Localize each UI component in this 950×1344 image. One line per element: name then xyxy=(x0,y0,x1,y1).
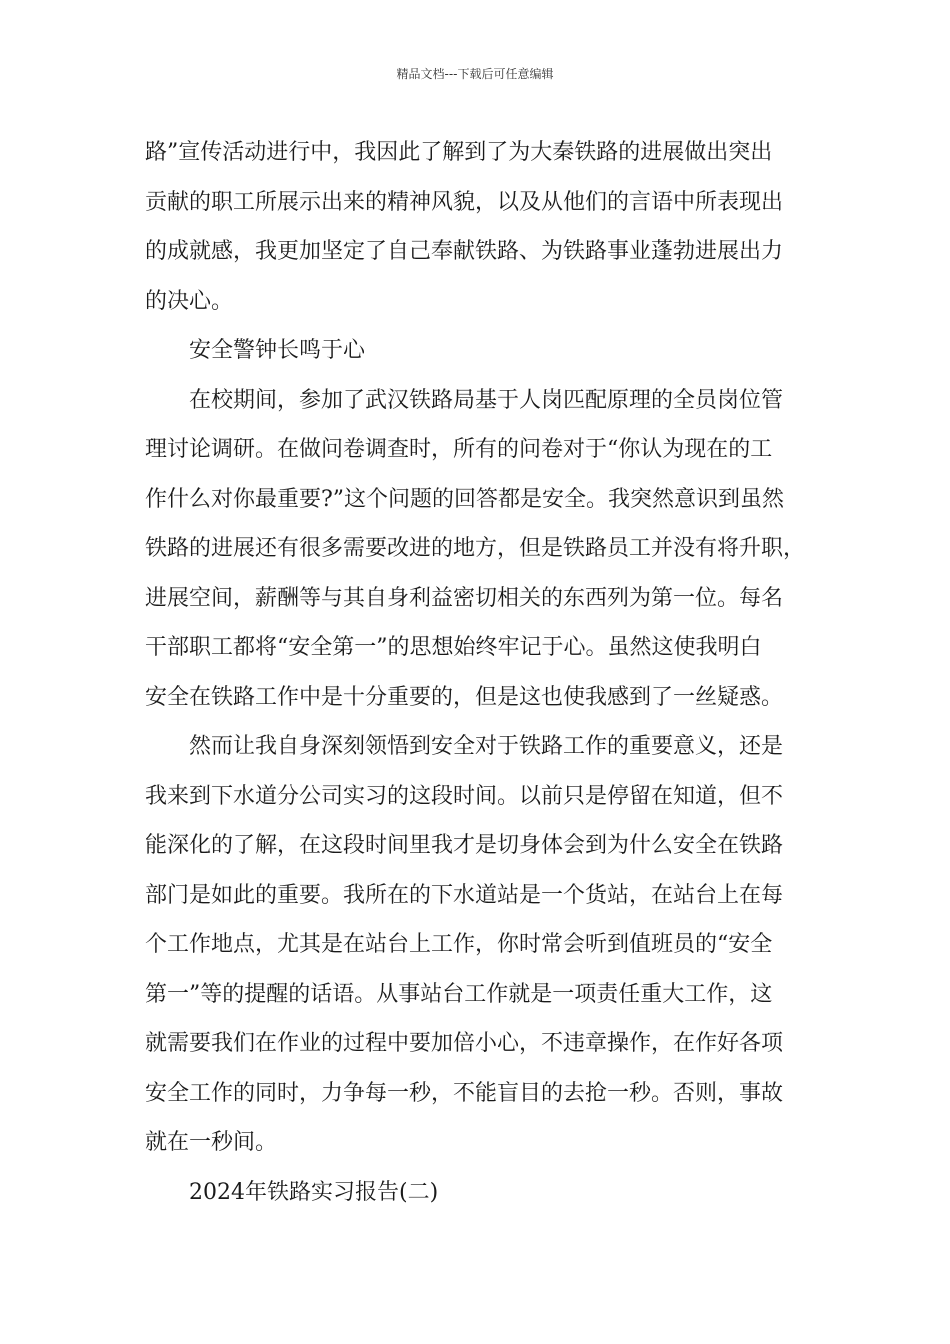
text-line: 我来到下水道分公司实习的这段时间。以前只是停留在知道，但不 xyxy=(145,783,784,809)
text-line: 在校期间，参加了武汉铁路局基于人岗匹配原理的全员岗位管 xyxy=(189,387,784,413)
text-line: 能深化的了解，在这段时间里我才是切身体会到为什么安全在铁路 xyxy=(145,833,784,858)
text-line: 理讨论调研。在做问卷调查时，所有的问卷对于“你认为现在的工 xyxy=(145,437,773,462)
text-line: 进展空间，薪酬等与其自身利益密切相关的东西列为第一位。每名 xyxy=(145,585,784,611)
text-line: 路”宣传活动进行中，我因此了解到了为大秦铁路的进展做出突出 xyxy=(145,140,773,165)
page-header: 精品文档---下载后可任意编辑 xyxy=(396,67,554,81)
text-line: 个工作地点，尤其是在站台上工作，你时常会听到值班员的“安全 xyxy=(145,932,773,957)
text-line: 就在一秒间。 xyxy=(145,1130,278,1155)
text-line: 安全工作的同时，力争每一秒，不能盲目的去抢一秒。否则，事故 xyxy=(145,1080,784,1106)
section-heading: 安全警钟长鸣于心 xyxy=(189,338,366,363)
text-line: 贡献的职工所展示出来的精神风貌，以及从他们的言语中所表现出 xyxy=(145,189,784,215)
text-line: 的决心。 xyxy=(145,288,234,314)
text-line: 部门是如此的重要。我所在的下水道站是一个货站，在站台上在每 xyxy=(145,882,784,908)
text-line: 铁路的进展还有很多需要改进的地方，但是铁路员工并没有将升职， xyxy=(145,536,806,561)
text-line: 安全在铁路工作中是十分重要的，但是这也使我感到了一丝疑惑。 xyxy=(145,684,784,710)
section-heading: 2024年铁路实习报告(二) xyxy=(189,1179,439,1205)
text-line: 干部职工都将“安全第一”的思想始终牢记于心。虽然这使我明白 xyxy=(145,635,762,660)
document-body xyxy=(145,128,817,1217)
text-line: 然而让我自身深刻领悟到安全对于铁路工作的重要意义，还是 xyxy=(189,734,784,759)
text-line: 的成就感，我更加坚定了自己奉献铁路、为铁路事业蓬勃进展出力 xyxy=(145,239,784,264)
text-line: 第一”等的提醒的话语。从事站台工作就是一项责任重大工作，这 xyxy=(145,981,773,1007)
text-line: 作什么对你最重要?”这个问题的回答都是安全。我突然意识到虽然 xyxy=(145,486,785,512)
text-line: 就需要我们在作业的过程中要加倍小心，不违章操作，在作好各项 xyxy=(145,1031,784,1056)
